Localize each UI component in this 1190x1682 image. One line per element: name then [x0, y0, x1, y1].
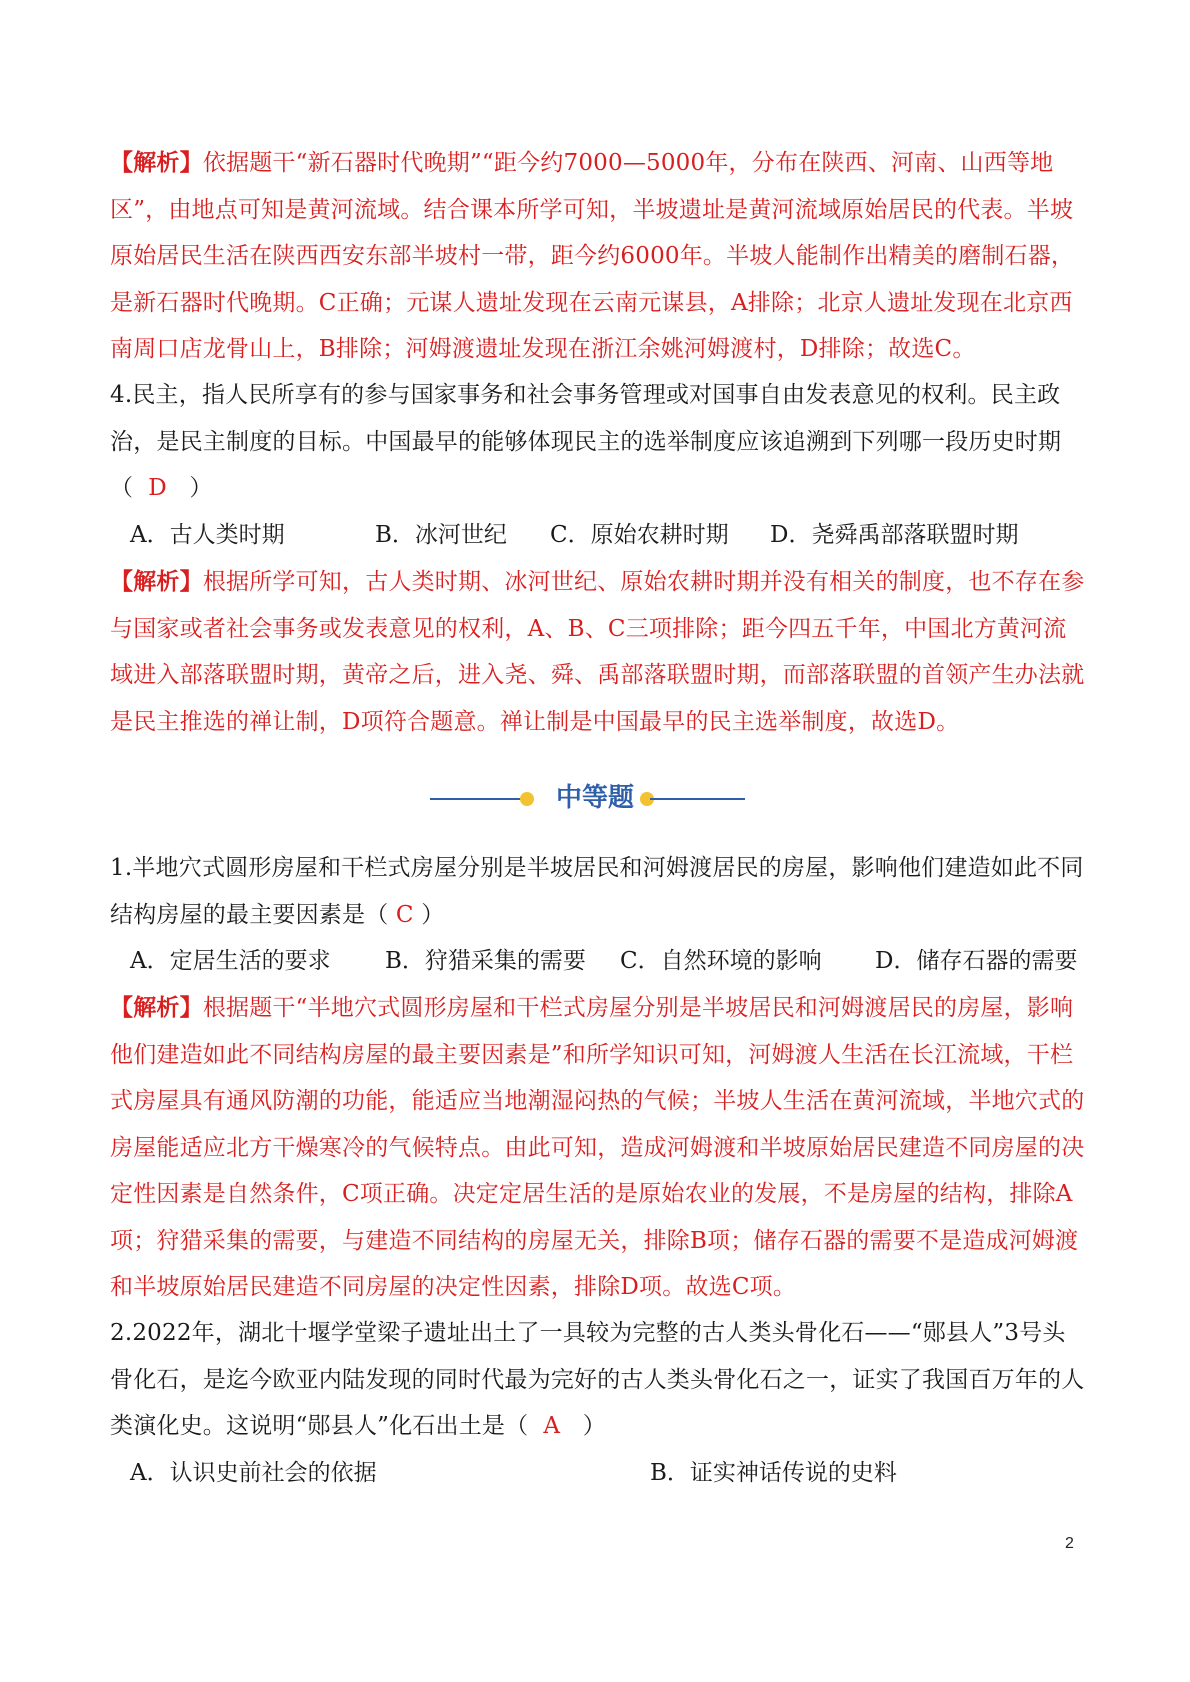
question-4: [110, 372, 1085, 512]
page-number: 2: [1065, 1535, 1074, 1552]
medium-question-1-options: [110, 938, 1085, 984]
paren-close: ）: [189, 475, 213, 501]
medium-question-2: [110, 1310, 1085, 1450]
option-a: A．定居生活的要求: [130, 948, 331, 974]
option-b: B．证实神话传说的史料: [650, 1460, 897, 1486]
answer-letter: D: [148, 475, 167, 501]
analysis-text: 根据所学可知，古人类时期、冰河世纪、原始农耕时期并没有相关的制度，也不存在参与国家或者社会事务或发表意见的权利，A、B、C三项排除；距今四五千年，中国北方黄河流域进入部落联盟时期，黄帝之后，进入尧、舜、禹部落联盟时期，而部落联盟的首领产生办法就是民主推选的禅让制，D项符合题意。禅让制是中国最早的民主选举制度，故选D。: [110, 569, 1085, 735]
section-divider: [0, 773, 1190, 823]
option-b: B．冰河世纪: [375, 522, 507, 548]
option-d: D．储存石器的需要: [875, 948, 1078, 974]
question-stem: 2.2022年，湖北十堰学堂梁子遗址出土了一具较为完整的古人类头骨化石——“郧县人”3号头骨化石，是迄今欧亚内陆发现的同时代最为完好的古人类头骨化石之一，证实了我国百万年的人类演化史。这说明“郧县人”化石出土是（: [110, 1320, 1085, 1439]
option-c: C．原始农耕时期: [550, 522, 729, 548]
medium-question-1-analysis: [110, 985, 1085, 1311]
analysis-previous: [110, 140, 1085, 373]
question-stem: 4.民主，指人民所享有的参与国家事务和社会事务管理或对国事自由发表意见的权利。民主政治，是民主制度的目标。中国最早的能够体现民主的选举制度应该追溯到下列哪一段历史时期: [110, 382, 1062, 455]
option-d: D．尧舜禹部落联盟时期: [770, 522, 1019, 548]
option-b: B．狩猎采集的需要: [385, 948, 586, 974]
paren-close: ）: [421, 901, 445, 928]
analysis-tag: 【解析】: [110, 994, 203, 1021]
medium-question-1: [110, 845, 1085, 938]
analysis-tag: 【解析】: [110, 568, 203, 595]
question-4-analysis: [110, 559, 1085, 745]
divider-line-right: [650, 798, 745, 800]
option-a: A．古人类时期: [130, 522, 285, 548]
option-c: C．自然环境的影响: [620, 948, 822, 974]
question-stem: 1.半地穴式圆形房屋和干栏式房屋分别是半坡居民和河姆渡居民的房屋，影响他们建造如此不同结构房屋的最主要因素是（: [110, 855, 1084, 928]
answer-letter: A: [543, 1413, 561, 1439]
answer-letter: C: [395, 901, 414, 928]
option-a: A．认识史前社会的依据: [130, 1460, 377, 1486]
analysis-text: 根据题干“半地穴式圆形房屋和干栏式房屋分别是半坡居民和河姆渡居民的房屋，影响他们建造如此不同结构房屋的最主要因素是”和所学知识可知，河姆渡人生活在长江流域，干栏式房屋具有通风防潮的功能，能适应当地潮湿闷热的气候；半坡人生活在黄河流域，半地穴式的房屋能适应北方干燥寒冷的气候特点。由此可知，造成河姆渡和半坡原始居民建造不同房屋的决定性因素是自然条件，C项正确。决定定居生活的是原始农业的发展，不是房屋的结构，排除A项；狩猎采集的需要，与建造不同结构的房屋无关，排除B项；储存石器的需要不是造成河姆渡和半坡原始居民建造不同房屋的决定性因素，排除D项。故选C项。: [110, 995, 1085, 1300]
medium-question-2-options: [110, 1450, 1085, 1496]
analysis-text: 依据题干“新石器时代晚期”“距今约7000—5000年，分布在陕西、河南、山西等地区”，由地点可知是黄河流域。结合课本所学可知，半坡遗址是黄河流域原始居民的代表。半坡原始居民生活在陕西西安东部半坡村一带，距今约6000年。半坡人能制作出精美的磨制石器，是新石器时代晚期。C正确；元谋人遗址发现在云南元谋县，A排除；北京人遗址发现在北京西南周口店龙骨山上，B排除；河姆渡遗址发现在浙江余姚河姆渡村，D排除；故选C。: [110, 150, 1075, 362]
question-4-options: [110, 512, 1085, 558]
analysis-tag: 【解析】: [110, 149, 203, 176]
section-title: 中等题: [555, 783, 634, 813]
paren-close: ）: [582, 1413, 606, 1439]
paren-open: （: [110, 475, 134, 501]
